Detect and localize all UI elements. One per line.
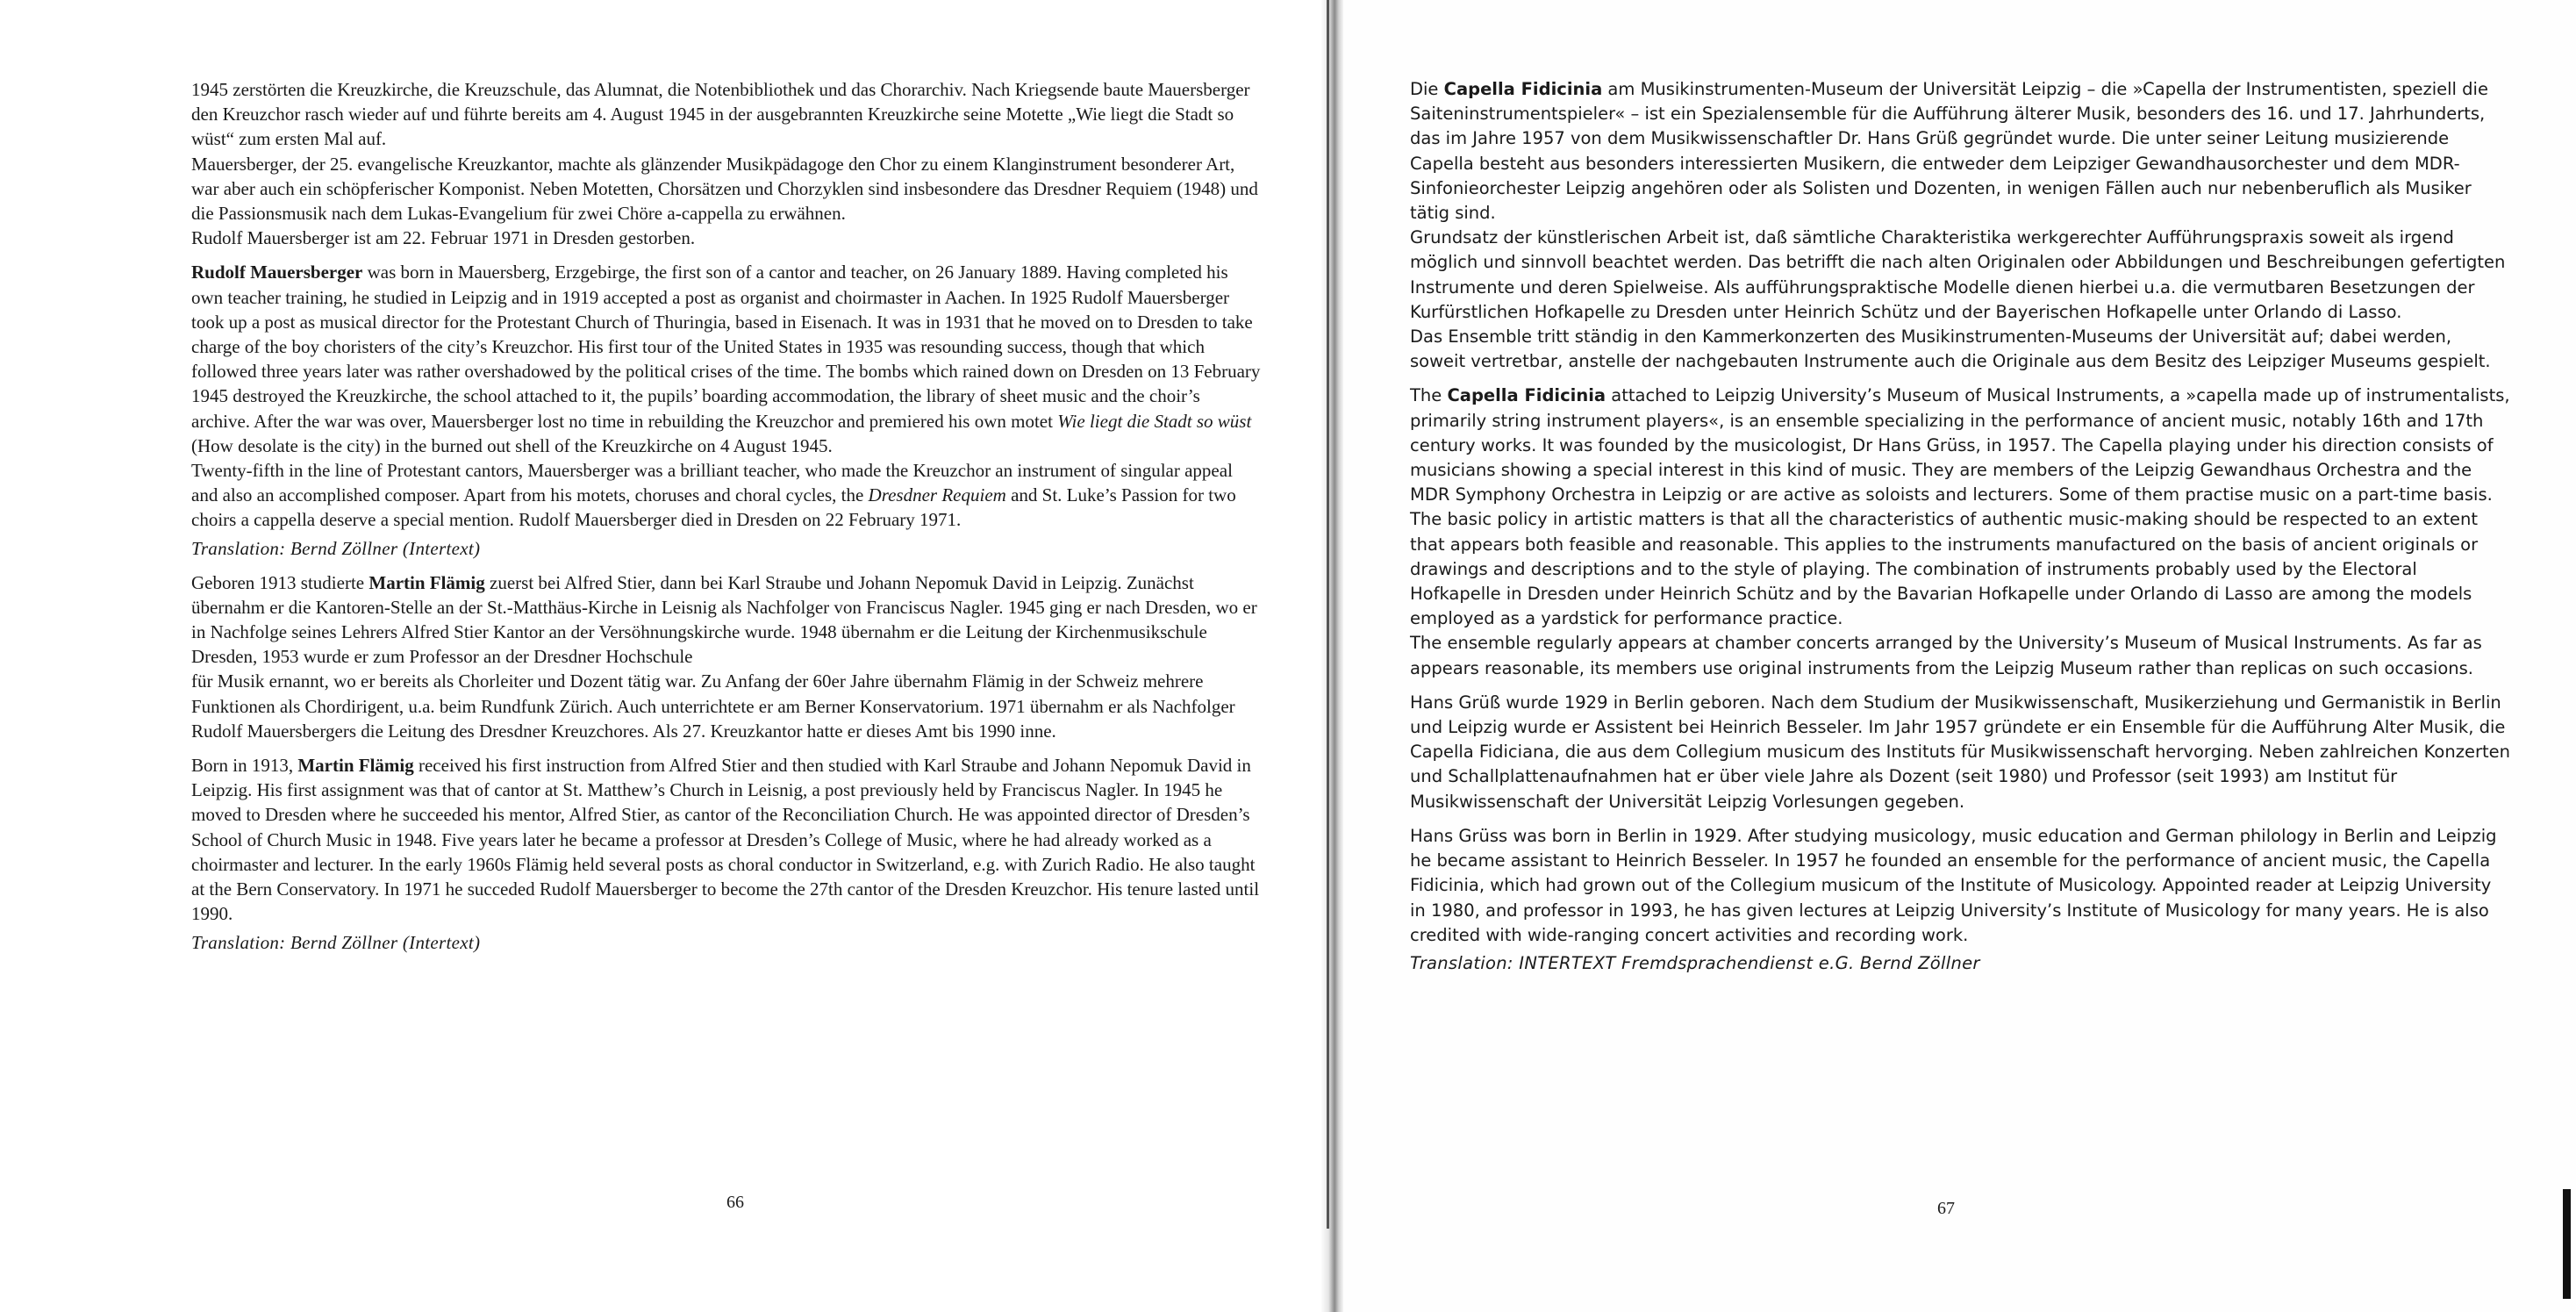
gruess-de-text: wurde 1929 in Berlin geboren. Nach dem Studium der Musikwissenschaft, Musikerziehung und Germanistik in Berlin und Leipzig wurde er Assistent bei Heinrich Besseler. Im Jahr 1957 gründete er ein Ensemble für die Aufführung Alter Musik, die Capella Fidiciana, die aus dem Collegium musicum des Instituts für Musikwissenschaft hervorging. Neben zahlreichen Konzerten und Schallplattenaufnahmen hat er über viele Jahre als Dozent (seit 1980) und Professor (seit 1993) am Institut für Musikwissenschaft der Universität Leipzig Vorlesungen gegeben.	[1410, 692, 2510, 812]
right-text-column	[1410, 77, 2511, 976]
gruess-german-paragraph	[1410, 691, 2511, 814]
flaemig-german-paragraph	[191, 570, 1263, 670]
gruess-name-de: Hans Grüß	[1410, 692, 1501, 713]
capella-german-paragraph-2: Grundsatz der künstlerischen Arbeit ist, daß sämtliche Charakteristika werkgerechter Aufführungspraxis soweit als irgend möglich und sinnvoll beachtet werden. Das betrifft die nach alten Originalen oder Abbildungen und Beschreibungen gefertigten Instrumente und deren Spielweise. Als aufführungspraktische Modelle dienen hierbei u.a. die vermutbaren Besetzungen der Kurfürstlichen Hofkapelle zu Dresden unter Heinrich Schütz und der Bayerischen Hofkapelle unter Orlando di Lasso.	[1410, 227, 2506, 322]
mauersberger-english-paragraph-2	[191, 458, 1263, 533]
page-number-left: 66	[726, 1193, 744, 1212]
capella-english-paragraph-1	[1410, 384, 2511, 507]
capella-de-text-a: Die	[1410, 79, 1444, 99]
capella-en-text-b: attached to Leipzig University’s Museum of Musical Instruments, a »capella made up of instrumentalists, primarily string instrument players«, is an ensemble specializing in the performance of ancient music, notably 16th and 17th century works. It was founded by the musicologist, Dr Hans Grüss, in 1957. The Capella playing under his direction consists of musicians showing a special interest in this kind of music. They are members of the Leipzig Gewandhaus Orchestra and the MDR Symphony Orchestra in Leipzig or are active as soloists and lecturers. Some of them practise music on a part-time basis.	[1410, 385, 2510, 505]
flaemig-name-en: Martin Flämig	[297, 755, 414, 777]
right-page	[1338, 0, 2576, 1312]
mauersberger-name-en: Rudolf Mauersberger	[191, 262, 363, 283]
flaemig-en-text-a: Born in 1913,	[191, 755, 298, 777]
page-number-right: 67	[1937, 1199, 1955, 1218]
book-spine-shadow	[1327, 0, 1329, 1229]
flaemig-german-paragraph-2: für Musik ernannt, wo er bereits als Chorleiter und Dozent tätig war. Zu Anfang der 60er Jahre übernahm Flämig in der Schweiz mehrere Funktionen als Chordirigent, u.a. beim Rundfunk Zürich. Auch unterrichtete er am Berner Konservatorium. 1971 übernahm er als Nachfolger Rudolf Mauersbergers die Leitung des Dresdner Kreuzchores. Als 27. Kreuzkantor hatte er dieses Amt bis 1990 inne.	[191, 670, 1235, 742]
requiem-title: Dresdner Requiem	[868, 484, 1006, 506]
mauersberger-german-paragraph-1: 1945 zerstörten die Kreuzkirche, die Kreuzschule, das Alumnat, die Notenbibliothek und das Chorarchiv. Nach Kriegsende baute Mauersberger den Kreuzchor rasch wieder auf und führte bereits am 4. August 1945 in der ausgebrannten Kreuzkirche seine Motette „Wie liegt die Stadt so wüst“ zum ersten Mal auf.	[191, 79, 1250, 150]
capella-name-de: Capella Fidicinia	[1443, 79, 1603, 99]
capella-english-paragraph-3: The ensemble regularly appears at chamber concerts arranged by the University’s Museum of Musical Instruments. As far as appears reasonable, its members use original instruments from the Leipzig Museum rather than replicas on such occasions.	[1410, 633, 2482, 678]
gruess-name-en: Hans Grüss	[1410, 825, 1508, 846]
flaemig-en-text-b: received his first instruction from Alfred Stier and then studied with Karl Straube and Johann Nepomuk David in Leipzig. His first assignment was that of cantor at St. Matthew’s Church in Leisnig, a post previously held by Franciscus Nagler. In 1945 he moved to Dresden where he succeeded his mentor, Alfred Stier, as cantor of the Reconciliation Church. He was appointed director of Dresden’s School of Church Music in 1948. Five years later he became a professor at Dresden’s College of Music, where he had already worked as a choirmaster and lecturer. In the early 1960s Flämig held several posts as choral conductor in Switzerland, e.g. with Zurich Radio. He also taught at the Bern Conservatory. In 1971 he succeded Rudolf Mauersberger to become the 27th cantor of the Dresden Kreuzchor. His tenure lasted until 1990.	[191, 755, 1260, 925]
mauersberger-en-text-c: Twenty-fifth in the line of Protestant cantors, Mauersberger was a brilliant teacher, who made the Kreuzchor an instrument of singular appeal and also an accomplished composer. Apart from his motets, choruses and choral cycles, the	[191, 460, 1233, 506]
capella-german-paragraph-3: Das Ensemble tritt ständig in den Kammerkonzerten des Musikinstrumenten-Museums der Universität auf; dabei werden, soweit vertretbar, anstelle der nachgebauten Instrumente auch die Originale aus dem Besitz des Leipziger Museums gespielt.	[1410, 326, 2491, 372]
mauersberger-en-text-d: and St. Luke’s Passion for two choirs a cappella deserve a special mention. Rudolf Mauersberger died in Dresden on 22 February 1971.	[191, 484, 1236, 531]
mauersberger-german-paragraph-3: Rudolf Mauersberger ist am 22. Februar 1971 in Dresden gestorben.	[191, 227, 696, 249]
left-text-column	[191, 77, 1263, 955]
capella-de-text-b: am Musikinstrumenten-Museum der Universität Leipzig – die »Capella der Instrumentisten, speziell die Saiteninstrumentspieler« – ist ein Spezialensemble für die Aufführung älterer Musik, besonders des 16. und 17. Jahrhunderts, das im Jahre 1957 von dem Musikwissenschaftler Dr. Hans Grüß gegründet wurde. Die unter seiner Leitung musizierende Capella besteht aus besonders interessierten Musikern, die entweder dem Leipziger Gewandhausorchester und dem MDR-Sinfonieorchester Leipzig angehören oder als Solisten und Dozenten, in wenigen Fällen auch nur nebenberuflich als Musiker tätig sind.	[1410, 79, 2488, 224]
mauersberger-german-paragraph-2: Mauersberger, der 25. evangelische Kreuzkantor, machte als glänzender Musikpädagoge den Chor zu einem Klanginstrument besonderer Art, war aber auch ein schöpferischer Komponist. Neben Motetten, Chorsätzen und Chorzyklen sind insbesondere das Dresdner Requiem (1948) und die Passionsmusik nach dem Lukas-Evangelium für zwei Chöre a-cappella zu erwähnen.	[191, 153, 1258, 225]
mauersberger-en-text-a: was born in Mauersberg, Erzgebirge, the first son of a cantor and teacher, on 26 January 1889. Having completed his own teacher training, he studied in Leipzig and in 1919 accepted a post as organist and choirmaster in Aachen. In 1925 Rudolf Mauersberger took up a post as musical director for the Protestant Church of Thuringia, based in Eisenach. It was in 1931 that he moved on to Dresden to take charge of the boy choristers of the city’s Kreuzchor. His first tour of the United States in 1935 was resounding success, though that which followed three years later was rather overshadowed by the political crises of the time. The bombs which rained down on Dresden on 13 February 1945 destroyed the Kreuzkirche, the school attached to it, the pupils’ boarding accommodation, the library of sheet music and the choir’s archive. After the war was over, Mauersberger lost no time in rebuilding the Kreuzchor and premiered his own motet	[191, 262, 1261, 432]
mauersberger-en-text-b: (How desolate is the city) in the burned out shell of the Kreuzkirche on 4 August 1945.	[191, 434, 833, 456]
capella-name-en: Capella Fidicinia	[1447, 385, 1606, 406]
capella-en-text-a: The	[1410, 385, 1448, 406]
capella-english-paragraph-2: The basic policy in artistic matters is that all the characteristics of authentic music-making should be respected to an extent that appears both feasible and reasonable. This applies to the instruments manufactured on the basis of ancient originals or drawings and descriptions and to the style of playing. The combination of instruments probably used by the Electoral Hofkapelle in Dresden under Heinrich Schütz and by the Bavarian Hofkapelle under Orlando di Lasso are among the models employed as a yardstick for performance practice.	[1410, 509, 2479, 629]
gruess-en-text: was born in Berlin in 1929. After studying musicology, music education and German philology in Berlin and Leipzig he became assistant to Heinrich Besseler. In 1957 he founded an ensemble for the performance of ancient music, the Capella Fidicinia, which had grown out of the Collegium musicum of the Institute of Musicology. Appointed reader at Leipzig University in 1980, and professor in 1993, he has given lectures at Leipzig University’s Institute of Musicology for many years. He is also credited with wide-ranging concert activities and recording work.	[1410, 825, 2497, 945]
flaemig-english-paragraph	[191, 753, 1263, 926]
flaemig-name-de: Martin Flämig	[369, 571, 485, 593]
flaemig-de-text-b: zuerst bei Alfred Stier, dann bei Karl Straube und Johann Nepomuk David in Leipzig. Zunächst übernahm er die Kantoren-Stelle an der St.-Matthäus-Kirche in Leisnig als Nachfolger von Franciscus Nagler. 1945 ging er nach Dresden, wo er in Nachfolge seines Lehrers Alfred Stier Kantor an der Versöhnungskirche wurde. 1948 übernahm er die Leitung der Kirchenmusikschule Dresden, 1953 wurde er zum Professor an der Dresdner Hochschule	[191, 571, 1257, 668]
translation-credit-2: Translation: Bernd Zöllner (Intertext)	[191, 931, 481, 953]
translation-credit-1: Translation: Bernd Zöllner (Intertext)	[191, 537, 481, 559]
gruess-english-paragraph	[1410, 824, 2511, 948]
translation-credit-right: Translation: INTERTEXT Fremdsprachendienst e.G. Bernd Zöllner	[1410, 952, 1980, 973]
mauersberger-english-paragraph	[191, 260, 1263, 458]
flaemig-de-text-a: Geboren 1913 studierte	[191, 571, 369, 593]
book-gutter	[1320, 0, 1343, 1312]
motet-title: Wie liegt die Stadt so wüst	[1057, 410, 1252, 432]
scan-edge-mark	[2563, 1189, 2571, 1299]
capella-german-paragraph-1	[1410, 77, 2511, 226]
